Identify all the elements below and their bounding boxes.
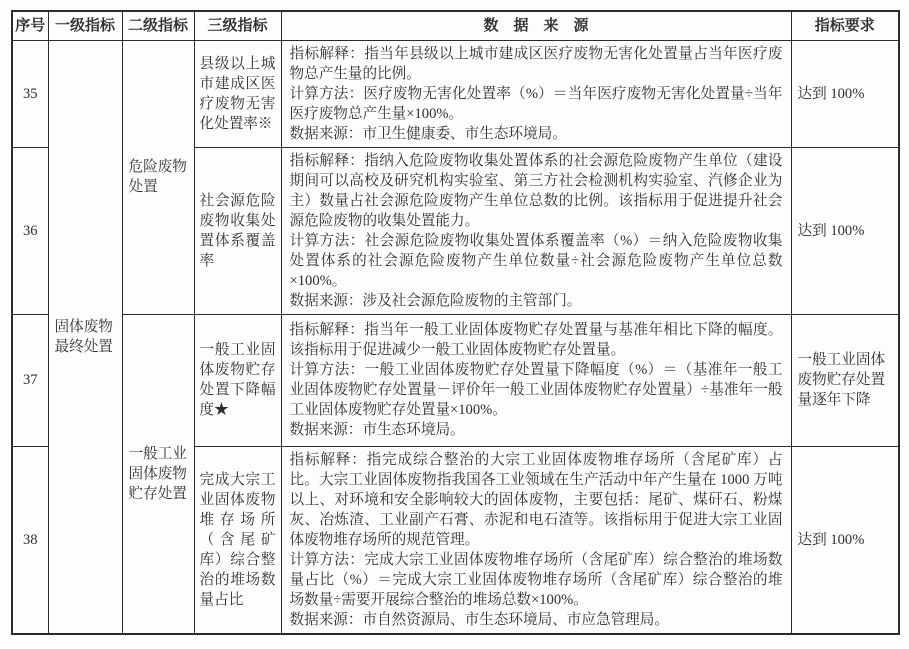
table-header-row <box>12 11 899 40</box>
data-source-cell <box>281 446 791 634</box>
requirement-cell: 达到 100% <box>791 446 899 634</box>
level3-indicator-cell: 社会源危险废物收集处置体系覆盖率 <box>194 147 281 314</box>
indicator-explanation: 指标解释：指纳入危险废物收集处置体系的社会源危险废物产生单位（建设期间可以高校及研究机构实验室、第三方社会检测机构实验室、汽修企业为主）数量占社会源危险废物产生单位总数的比例。该指标用于促进提升社会源危险废物的收集处置能力。 <box>289 152 783 229</box>
table-row-35 <box>12 40 899 147</box>
data-source-cell <box>281 147 791 314</box>
requirement-cell: 一般工业固体废物贮存处置量逐年下降 <box>791 314 899 446</box>
level3-indicator-cell: 一般工业固体废物贮存处置下降幅度★ <box>194 314 281 446</box>
row-number-cell: 36 <box>12 147 48 314</box>
level3-indicator-cell: 县级以上城市建成区医疗废物无害化处置率※ <box>194 40 281 147</box>
table-row-37 <box>12 314 899 446</box>
row-number-cell: 37 <box>12 314 48 446</box>
header-数据来源: 数 据 来 源 <box>281 11 791 40</box>
row-number-cell: 35 <box>12 40 48 147</box>
header-三级指标: 三级指标 <box>194 11 281 40</box>
header-二级指标: 二级指标 <box>122 11 194 40</box>
indicator-explanation: 指标解释：指当年县级以上城市建成区医疗废物无害化处置量占当年医疗废物总产生量的比例。 <box>289 45 783 82</box>
calculation-method: 计算方法：一般工业固体废物贮存处置量下降幅度（%）＝（基准年一般工业固体废物贮存处置量－评价年一般工业固体废物贮存处置量）÷基准年一般工业固体废物贮存处置量×100%。 <box>289 362 783 418</box>
data-source-cell <box>281 40 791 147</box>
header-一级指标: 一级指标 <box>48 11 122 40</box>
level1-indicator-cell: 固体废物最终处置 <box>48 40 122 634</box>
requirement-cell: 达到 100% <box>791 40 899 147</box>
row-number-cell: 38 <box>12 446 48 634</box>
calculation-method: 计算方法：社会源危险废物收集处置体系覆盖率（%）＝纳入危险废物收集处置体系的社会源危险废物产生单位数量÷社会源危险废物产生单位总数×100%。 <box>289 232 783 289</box>
header-指标要求: 指标要求 <box>791 11 899 40</box>
indicator-explanation: 指标解释：指当年一般工业固体废物贮存处置量与基准年相比下降的幅度。该指标用于促进减少一般工业固体废物贮存处置量。 <box>289 322 783 358</box>
data-source: 数据来源：市卫生健康委、市生态环境局。 <box>289 125 567 142</box>
level2-indicator-cell: 危险废物处置 <box>122 40 194 314</box>
data-source: 数据来源：市自然资源局、市生态环境局、市应急管理局。 <box>289 611 669 628</box>
calculation-method: 计算方法：完成大宗工业固体废物堆存场所（含尾矿库）综合整治的堆场数量占比（%）＝完成大宗工业固体废物堆存场所（含尾矿库）综合整治的堆场数量÷需要开展综合整治的堆场总数×100%。 <box>289 551 783 608</box>
indicator-explanation: 指标解释：指完成综合整治的大宗工业固体废物堆存场所（含尾矿库）占比。大宗工业固体废物指我国各工业领域在生产活动中年产生量在 1000 万吨以上、对环境和安全影响较大的固体废物，主要包括：尾矿、煤矸石、粉煤灰、冶炼渣、工业副产石膏、赤泥和电石渣等。该指标用于促进大宗工业固体废物堆存场所的规范管理。 <box>289 451 783 548</box>
level3-indicator-cell: 完成大宗工业固体废物堆存场所（含尾矿库）综合整治的堆场数量占比 <box>194 446 281 634</box>
indicator-table <box>11 10 900 635</box>
level2-indicator-cell: 一般工业固体废物贮存处置 <box>122 314 194 634</box>
data-source-cell <box>281 314 791 446</box>
data-source: 数据来源：市生态环境局。 <box>289 422 465 438</box>
requirement-cell: 达到 100% <box>791 147 899 314</box>
header-序号: 序号 <box>12 11 48 40</box>
calculation-method: 计算方法：医疗废物无害化处置率（%）＝当年医疗废物无害化处置量÷当年医疗废物总产生量×100%。 <box>289 85 783 122</box>
data-source: 数据来源：涉及社会源危险废物的主管部门。 <box>289 292 582 309</box>
